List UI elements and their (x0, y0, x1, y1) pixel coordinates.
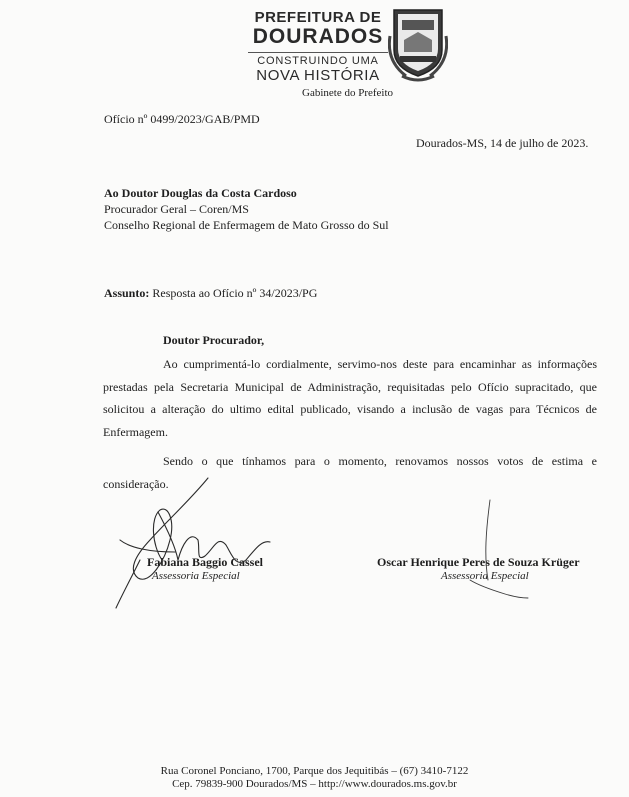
city-logo (248, 10, 388, 84)
subject (104, 286, 317, 301)
footer-address: Rua Coronel Ponciano, 1700, Parque dos Jequitibás – (67) 3410-7122 (160, 765, 469, 777)
signatory-2-role: Assessoria Especial (441, 570, 529, 582)
signatory-1-name: Fabiana Baggio Cassel (147, 555, 264, 569)
footer-postal-website: Cep. 79839-900 Dourados/MS – http://www.dourados.ms.gov.br (172, 778, 457, 790)
logo-line-4: NOVA HISTÓRIA (256, 67, 380, 84)
salutation: Doutor Procurador, (163, 333, 265, 347)
recipient-name: Ao Doutor Douglas da Costa Cardoso (104, 186, 297, 200)
date-place: Dourados-MS, 14 de julho de 2023. (416, 136, 589, 150)
document-reference: Ofício nº 0499/2023/GAB/PMD (104, 112, 260, 126)
logo-line-1: PREFEITURA DE (254, 9, 382, 26)
city-coat-of-arms-icon (388, 6, 448, 82)
subject-label: Assunto: (104, 286, 150, 300)
recipient-organization: Conselho Regional de Enfermagem de Mato Grosso do Sul (104, 218, 389, 232)
subject-text: Resposta ao Ofício nº 34/2023/PG (152, 286, 318, 300)
body-paragraph-1: Ao cumprimentá-lo cordialmente, servimo-nos deste para encaminhar as informações prestadas pela Secretaria Municipal de Administração, requisitadas pelo Ofício supracitado, que solicitou a alteração do ultimo edital publicado, visando a inclusão de vagas para Técnicos de Enfermagem. (103, 357, 597, 439)
body-paragraph-2: Sendo o que tínhamos para o momento, renovamos nossos votos de estima e consideração. (103, 454, 597, 491)
signatory-1-role: Assessoria Especial (152, 570, 240, 582)
logo-line-2: DOURADOS (252, 25, 384, 48)
signatory-2-name: Oscar Henrique Peres de Souza Krüger (377, 555, 580, 569)
recipient-title: Procurador Geral – Coren/MS (104, 202, 249, 216)
logo-line-3: CONSTRUINDO UMA (248, 52, 388, 68)
cabinet-label: Gabinete do Prefeito (302, 87, 394, 99)
